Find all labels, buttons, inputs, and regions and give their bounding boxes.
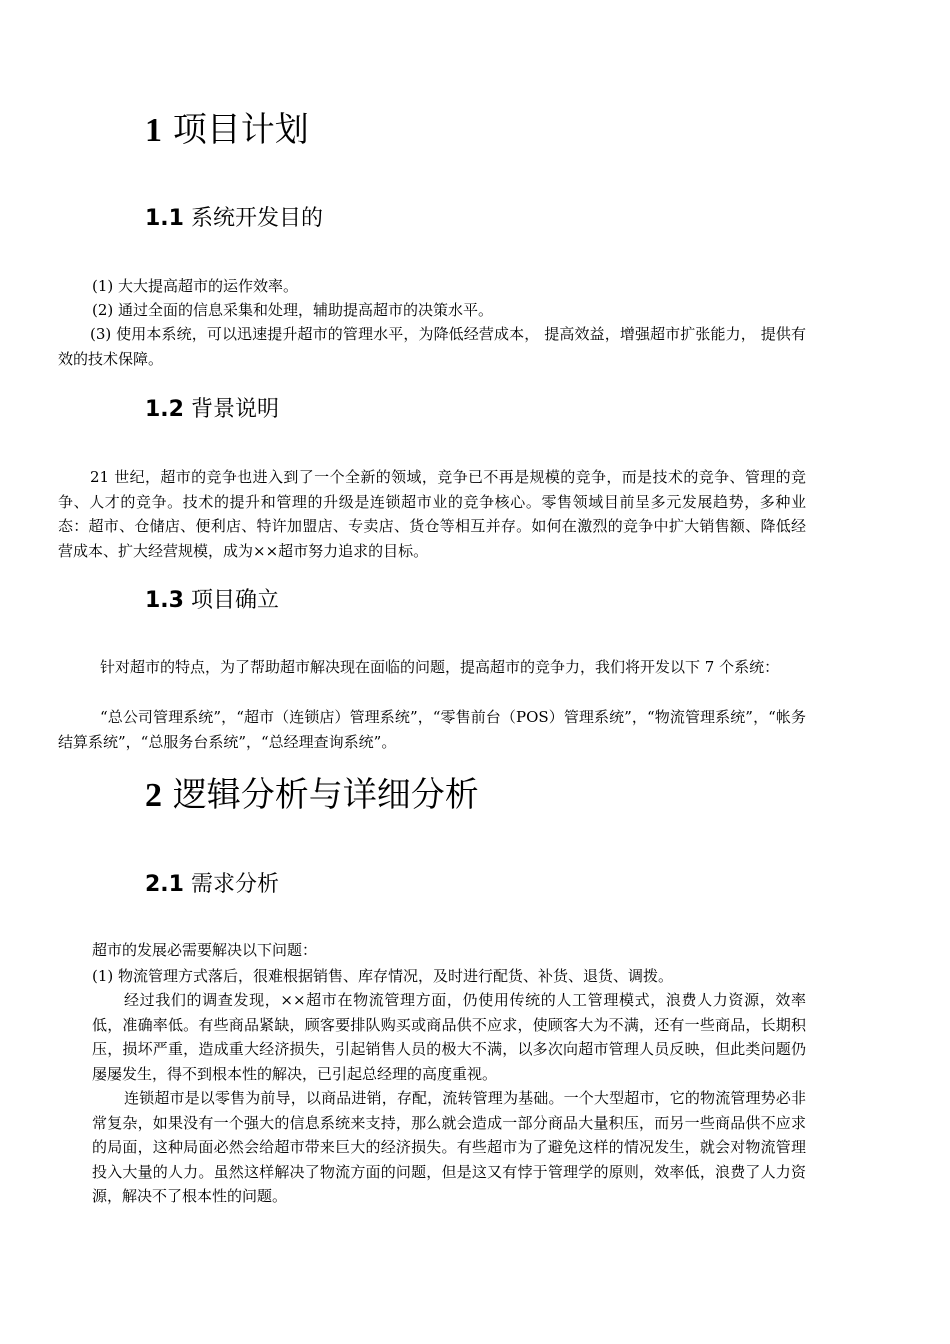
section-number: 1 (145, 112, 162, 149)
section-1-heading (145, 110, 309, 151)
section-number: 2 (145, 777, 162, 814)
s1-1-item-3: (3) 使用本系统，可以迅速提升超市的管理水平，为降低经营成本， 提高效益，增强超市扩张能力， 提供有效的技术保障。 (58, 325, 806, 368)
subsection-title: 项目确立 (190, 588, 279, 613)
subsection-title: 需求分析 (190, 872, 279, 897)
subsection-1-1-heading (145, 205, 323, 233)
subsection-number: 1.3 (145, 588, 184, 613)
section-title: 逻辑分析与详细分析 (172, 775, 479, 815)
subsection-number: 1.1 (145, 206, 184, 231)
section-2-heading (145, 775, 479, 816)
s1-3-paragraph-2: “总公司管理系统”，“超市（连锁店）管理系统”，“零售前台（POS）管理系统”，“物流管理系统”，“帐务结算系统”，“总服务台系统”，“总经理查询系统”。 (58, 708, 806, 751)
s1-1-item-2: (2) 通过全面的信息采集和处理，辅助提高超市的决策水平。 (92, 301, 494, 319)
s2-1-paragraph-1: 经过我们的调查发现，××超市在物流管理方面，仍使用传统的人工管理模式，浪费人力资源，效率低，准确率低。有些商品紧缺，顾客要排队购买或商品供不应求，使顾客大为不满，还有一些商品，长期积压，损坏严重，造成重大经济损失，引起销售人员的极大不满，以多次向超市管理人员反映，但此类问题仍屡屡发生，得不到根本性的解决，已引起总经理的高度重视。 (92, 991, 806, 1083)
s1-3-paragraph-1: 针对超市的特点，为了帮助超市解决现在面临的问题，提高超市的竞争力，我们将开发以下 7 个系统： (100, 658, 780, 676)
subsection-1-2-heading (145, 396, 279, 424)
subsection-number: 1.2 (145, 397, 184, 422)
subsection-title: 背景说明 (190, 397, 279, 422)
s2-1-paragraph-2: 连锁超市是以零售为前导，以商品进销，存配，流转管理为基础。一个大型超市，它的物流管理势必非常复杂，如果没有一个强大的信息系统来支持，那么就会造成一部分商品大量积压，而另一些商品供不应求的局面，这种局面必然会给超市带来巨大的经济损失。有些超市为了避免这样的情况发生，就会对物流管理投入大量的人力。虽然这样解决了物流方面的问题，但是这又有悖于管理学的原则，效率低，浪费了人力资源，解决不了根本性的问题。 (92, 1089, 806, 1205)
s2-1-intro: 超市的发展必需要解决以下问题： (92, 941, 318, 959)
subsection-2-1-heading (145, 871, 279, 899)
subsection-number: 2.1 (145, 872, 184, 897)
s2-1-item-1: (1) 物流管理方式落后，很难根据销售、库存情况，及时进行配货、补货、退货、调拨。 (92, 967, 674, 985)
subsection-title: 系统开发目的 (190, 206, 323, 231)
subsection-1-3-heading (145, 587, 279, 615)
section-title: 项目计划 (172, 110, 309, 150)
s1-2-paragraph: 21 世纪，超市的竞争也进入到了一个全新的领域，竞争已不再是规模的竞争，而是技术的竞争、管理的竞争、人才的竞争。技术的提升和管理的升级是连锁超市业的竞争核心。零售领域目前呈多元发展趋势，多种业态：超市、仓储店、便利店、特许加盟店、专卖店、货仓等相互并存。如何在激烈的竞争中扩大销售额、降低经营成本、扩大经营规模，成为××超市努力追求的目标。 (58, 468, 806, 560)
s1-1-item-1: (1) 大大提高超市的运作效率。 (92, 277, 299, 295)
